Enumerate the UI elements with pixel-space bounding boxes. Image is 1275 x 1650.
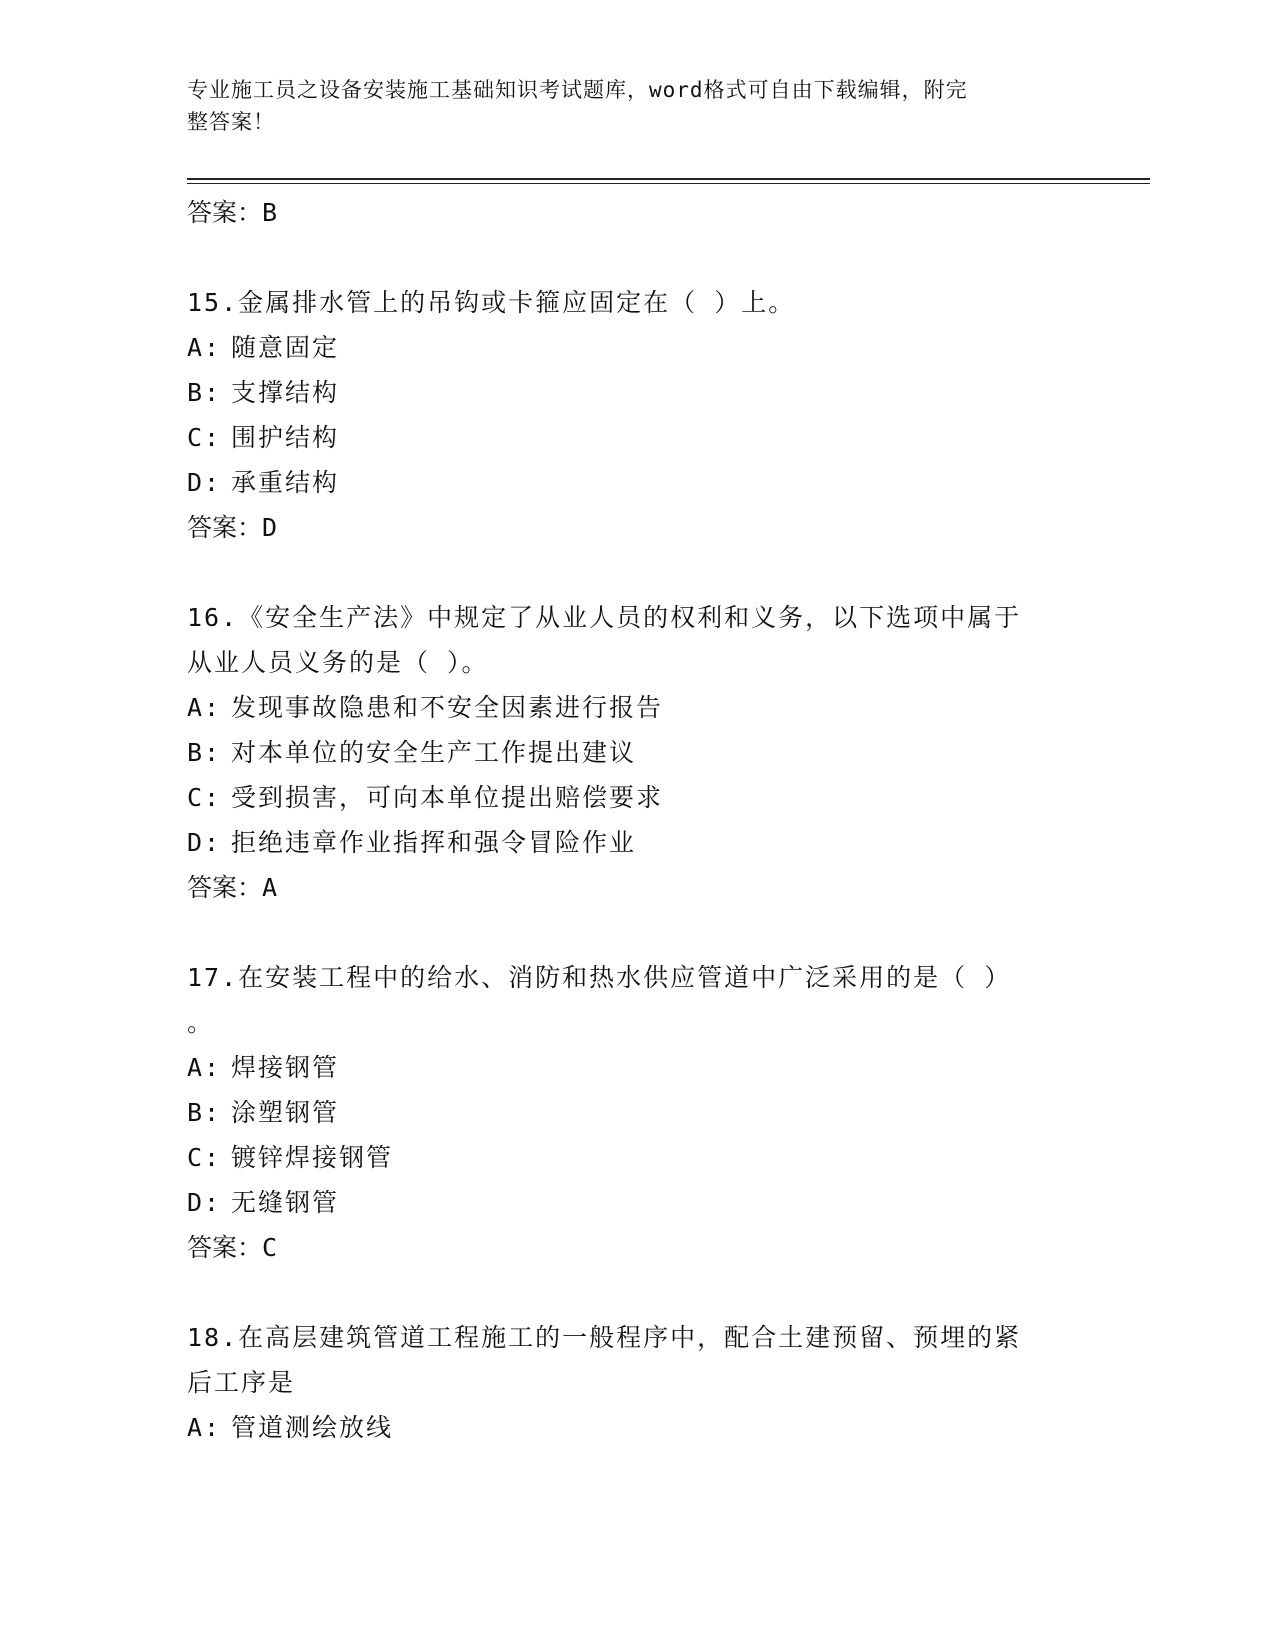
- question-16-text-line-1: 16.《安全生产法》中规定了从业人员的权利和义务，以下选项中属于: [187, 603, 1022, 632]
- header-divider-thick: [187, 178, 1150, 180]
- header-line-1: 专业施工员之设备安装施工基础知识考试题库，word格式可自由下载编辑，附完: [187, 78, 968, 102]
- option-c: C: 围护结构: [187, 423, 340, 452]
- question-18: [187, 1315, 1087, 1450]
- option-a: A: 发现事故隐患和不安全因素进行报告: [187, 693, 664, 722]
- question-17: [187, 955, 1087, 1271]
- header-divider-thin: [187, 183, 1150, 184]
- answer-16: 答案：A: [187, 873, 278, 902]
- question-16: [187, 595, 1087, 911]
- question-18-text-line-1: 18.在高层建筑管道工程施工的一般程序中，配合土建预留、预埋的紧: [187, 1323, 1022, 1352]
- header-line-2: 整答案！: [187, 110, 275, 134]
- question-17-text-line-2: 。: [187, 1008, 215, 1037]
- option-b: B: 对本单位的安全生产工作提出建议: [187, 738, 637, 767]
- option-a: A: 焊接钢管: [187, 1053, 340, 1082]
- option-b: B: 支撑结构: [187, 378, 340, 407]
- option-d: D: 无缝钢管: [187, 1188, 340, 1217]
- question-17-text-line-1: 17.在安装工程中的给水、消防和热水供应管道中广泛采用的是（ ）: [187, 963, 1012, 992]
- question-15: [187, 280, 1087, 551]
- question-15-text: 15.金属排水管上的吊钩或卡箍应固定在（ ）上。: [187, 288, 796, 317]
- option-b: B: 涂塑钢管: [187, 1098, 340, 1127]
- answer-15: 答案：D: [187, 513, 278, 542]
- option-a: A: 管道测绘放线: [187, 1413, 394, 1442]
- option-c: C: 受到损害，可向本单位提出赔偿要求: [187, 783, 664, 812]
- option-a: A: 随意固定: [187, 333, 340, 362]
- option-d: D: 拒绝违章作业指挥和强令冒险作业: [187, 828, 637, 857]
- document-header: [187, 74, 1067, 138]
- question-16-text-line-2: 从业人员义务的是（ ）。: [187, 648, 489, 677]
- question-18-text-line-2: 后工序是: [187, 1368, 296, 1397]
- question-list: [187, 190, 1087, 1450]
- answer-17: 答案：C: [187, 1233, 278, 1262]
- option-c: C: 镀锌焊接钢管: [187, 1143, 394, 1172]
- option-d: D: 承重结构: [187, 468, 340, 497]
- answer-previous: 答案：B: [187, 198, 278, 227]
